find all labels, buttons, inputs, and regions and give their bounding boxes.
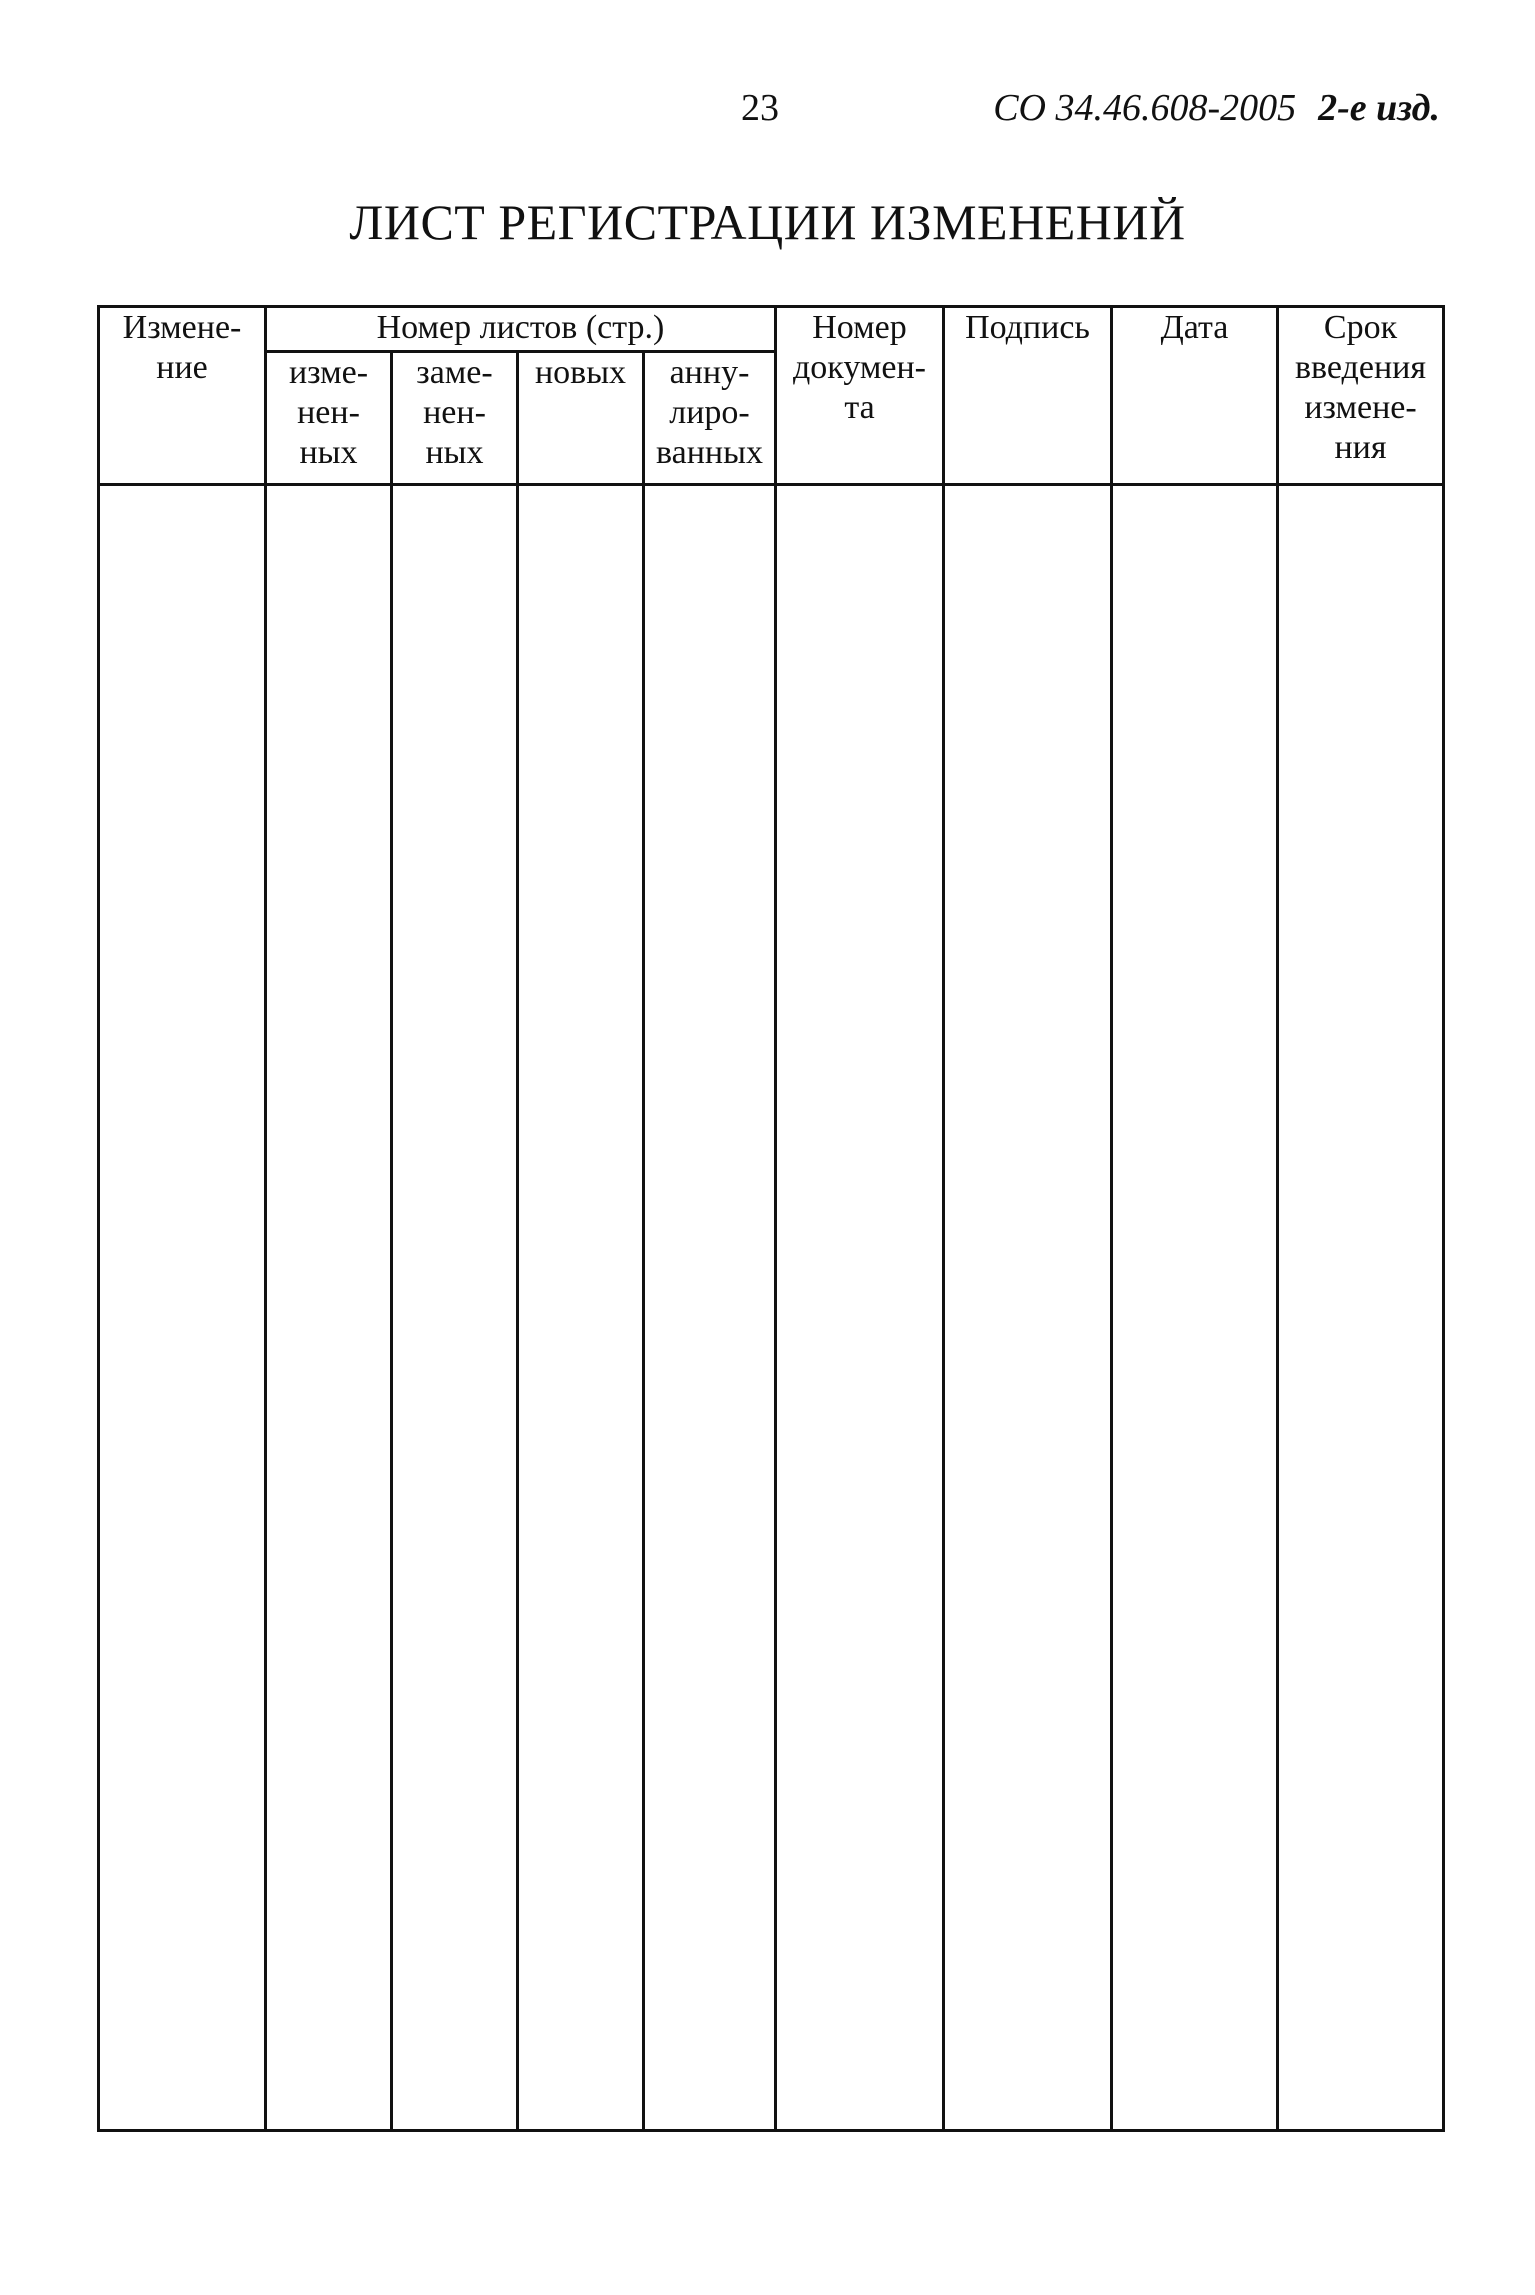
page-title: ЛИСТ РЕГИСТРАЦИИ ИЗМЕНЕНИЙ — [349, 194, 1186, 250]
cell-sheets-annulled — [644, 485, 776, 2131]
page-number: 23 — [741, 87, 779, 129]
cell-sheets-replaced — [392, 485, 518, 2131]
header-sheets-changed: изме- нен- ных — [266, 352, 392, 485]
header-sheets-annulled: анну- лиро- ванных — [644, 352, 776, 485]
cell-document-number — [776, 485, 944, 2131]
document-code-number: СО 34.46.608-2005 — [993, 87, 1297, 129]
header-date: Дата — [1112, 307, 1278, 485]
change-registration-table — [97, 305, 1445, 2132]
document-edition: 2-е изд. — [1318, 87, 1440, 129]
cell-change — [99, 485, 266, 2131]
document-code — [900, 84, 1440, 132]
header-sheets-group: Номер листов (стр.) — [266, 307, 776, 352]
cell-sheets-changed — [266, 485, 392, 2131]
cell-sheets-new — [518, 485, 644, 2131]
header-signature: Подпись — [944, 307, 1112, 485]
header-sheets-new: новых — [518, 352, 644, 485]
header-sheets-replaced: заме- нен- ных — [392, 352, 518, 485]
header-document-number: Номер докумен- та — [776, 307, 944, 485]
header-effective-term: Срок введения измене- ния — [1278, 307, 1444, 485]
cell-signature — [944, 485, 1112, 2131]
cell-effective-term — [1278, 485, 1444, 2131]
table-row — [99, 485, 1444, 2131]
header-change: Измене- ние — [99, 307, 266, 485]
cell-date — [1112, 485, 1278, 2131]
